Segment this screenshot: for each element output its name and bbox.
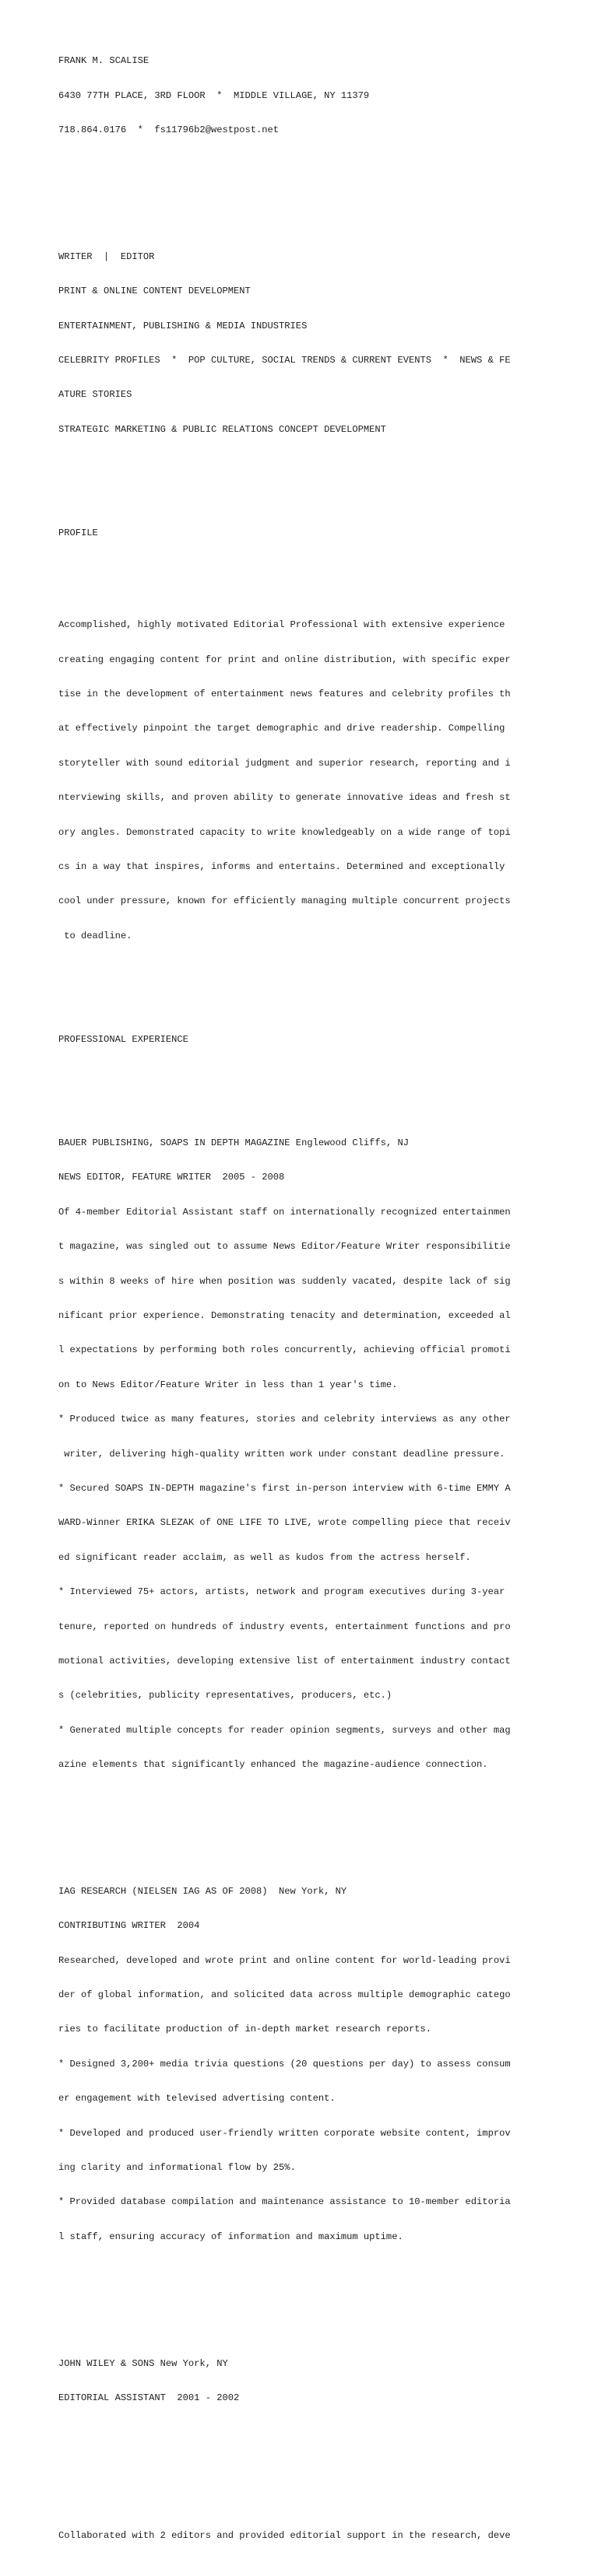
job-line: ries to facilitate production of in-depth market research reports. [58, 2024, 431, 2035]
job-line: Collaborated with 2 editors and provided editorial support in the research, deve [58, 2529, 511, 2541]
profile-line: nterviewing skills, and proven ability to generate innovative ideas and fresh st [58, 792, 511, 804]
profile-line: storyteller with sound editorial judgment and superior research, reporting and i [58, 757, 511, 769]
spacer [58, 2289, 588, 2301]
name: FRANK M. SCALISE [58, 55, 150, 67]
job-title: NEWS EDITOR, FEATURE WRITER 2005 - 2008 [58, 1172, 285, 1183]
profile-line: cool under pressure, known for efficiently managing multiple concurrent projects [58, 895, 511, 907]
spacer [58, 1817, 588, 1828]
spacer [58, 482, 588, 493]
resume-document [58, 9, 588, 2576]
phone-email: 718.864.0176 * fs11796b2@westpost.net [58, 124, 280, 135]
headline-line: CELEBRITY PROFILES * POP CULTURE, SOCIAL TRENDS & CURRENT EVENTS * NEWS & FE [58, 354, 511, 366]
job-bullet: writer, delivering high-quality written work under constant deadline pressure. [58, 1448, 505, 1460]
job-bullet: ed significant reader acclaim, as well as kudos from the actress herself. [58, 1551, 471, 1563]
job-bullet: s (celebrities, publicity representatives, producers, etc.) [58, 1690, 392, 1702]
job-bullet: * Interviewed 75+ actors, artists, network and program executives during 3-year [58, 1586, 505, 1598]
job-bullet: l staff, ensuring accuracy of information and maximum uptime. [58, 2231, 403, 2242]
contact-block [58, 33, 588, 159]
job-bullet: * Provided database compilation and maintenance assistance to 10-member editoria [58, 2196, 511, 2208]
profile-line: creating engaging content for print and online distribution, with specific exper [58, 654, 511, 665]
spacer [58, 988, 588, 1000]
job-line: t magazine, was singled out to assume News Editor/Feature Writer responsibilitie [58, 1241, 511, 1253]
job-bullet: tenure, reported on hundreds of industry events, entertainment functions and pro [58, 1621, 511, 1632]
spacer [58, 1068, 588, 1080]
job-bullet: * Produced twice as many features, stories and celebrity interviews as any other [58, 1414, 511, 1425]
job-line: on to News Editor/Feature Writer in less than 1 year's time. [58, 1379, 398, 1390]
profile-line: at effectively pinpoint the target demographic and drive readership. Compelling [58, 723, 505, 734]
job-title: EDITORIAL ASSISTANT 2001 - 2002 [58, 2392, 240, 2403]
headline-line: ENTERTAINMENT, PUBLISHING & MEDIA INDUSTRIES [58, 320, 308, 331]
job-bullet: * Developed and produced user-friendly written corporate website content, improv [58, 2127, 511, 2139]
job-john-wiley [58, 2335, 588, 2564]
headline-line: WRITER | EDITOR [58, 251, 155, 262]
spacer [58, 562, 588, 573]
page-break-gap [58, 2427, 588, 2507]
headline-line: PRINT & ONLINE CONTENT DEVELOPMENT [58, 286, 251, 297]
profile-line: ory angles. Demonstrated capacity to write knowledgeably on a wide range of topi [58, 826, 511, 838]
headline-block [58, 228, 588, 458]
job-bullet: motional activities, developing extensive list of entertainment industry contact [58, 1655, 511, 1667]
job-line: Of 4-member Editorial Assistant staff on internationally recognized entertainmen [58, 1206, 511, 1218]
spacer [58, 182, 588, 194]
address: 6430 77TH PLACE, 3RD FLOOR * MIDDLE VILLAGE, NY 11379 [58, 89, 370, 101]
experience-heading: PROFESSIONAL EXPERIENCE [58, 1033, 188, 1045]
job-employer: JOHN WILEY & SONS New York, NY [58, 2357, 228, 2369]
job-line: l expectations by performing both roles concurrently, achieving official promoti [58, 1344, 511, 1356]
job-employer: IAG RESEARCH (NIELSEN IAG AS OF 2008) New York, NY [58, 1885, 347, 1897]
profile-line: to deadline. [58, 930, 132, 941]
job-bullet: azine elements that significantly enhanced the magazine-audience connection. [58, 1759, 488, 1771]
profile-line: cs in a way that inspires, informs and entertains. Determined and exceptionally [58, 860, 505, 872]
job-employer: BAUER PUBLISHING, SOAPS IN DEPTH MAGAZINE Englewood Cliffs, NJ [58, 1137, 409, 1149]
job-line: Researched, developed and wrote print and online content for world-leading provi [58, 1954, 511, 1966]
job-bullet: ing clarity and informational flow by 25%. [58, 2162, 296, 2174]
job-bauer-publishing [58, 1115, 588, 1794]
headline-line: ATURE STORIES [58, 389, 132, 401]
job-line: der of global information, and solicited data across multiple demographic catego [58, 1989, 511, 2001]
job-bullet: WARD-Winner ERIKA SLEZAK of ONE LIFE TO LIVE, wrote compelling piece that receiv [58, 1517, 511, 1529]
headline-line: STRATEGIC MARKETING & PUBLIC RELATIONS CONCEPT DEVELOPMENT [58, 423, 386, 435]
job-bullet: * Secured SOAPS IN-DEPTH magazine's first in-person interview with 6-time EMMY A [58, 1483, 511, 1494]
job-bullet: er engagement with televised advertising content. [58, 2093, 336, 2105]
job-line: nificant prior experience. Demonstrating tenacity and determination, exceeded al [58, 1310, 511, 1322]
job-bullet: * Generated multiple concepts for reader opinion segments, surveys and other mag [58, 1724, 511, 1736]
job-bullet: * Designed 3,200+ media trivia questions (20 questions per day) to assess consum [58, 2058, 511, 2070]
profile-line: Accomplished, highly motivated Editorial Professional with extensive experience [58, 619, 505, 631]
job-title: CONTRIBUTING WRITER 2004 [58, 1920, 200, 1932]
job-iag-research [58, 1863, 588, 2266]
profile-line: tise in the development of entertainment news features and celebrity profiles th [58, 689, 511, 700]
profile-heading: PROFILE [58, 527, 98, 538]
job-line: s within 8 weeks of hire when position was suddenly vacated, despite lack of sig [58, 1275, 511, 1287]
profile-body [58, 597, 588, 966]
